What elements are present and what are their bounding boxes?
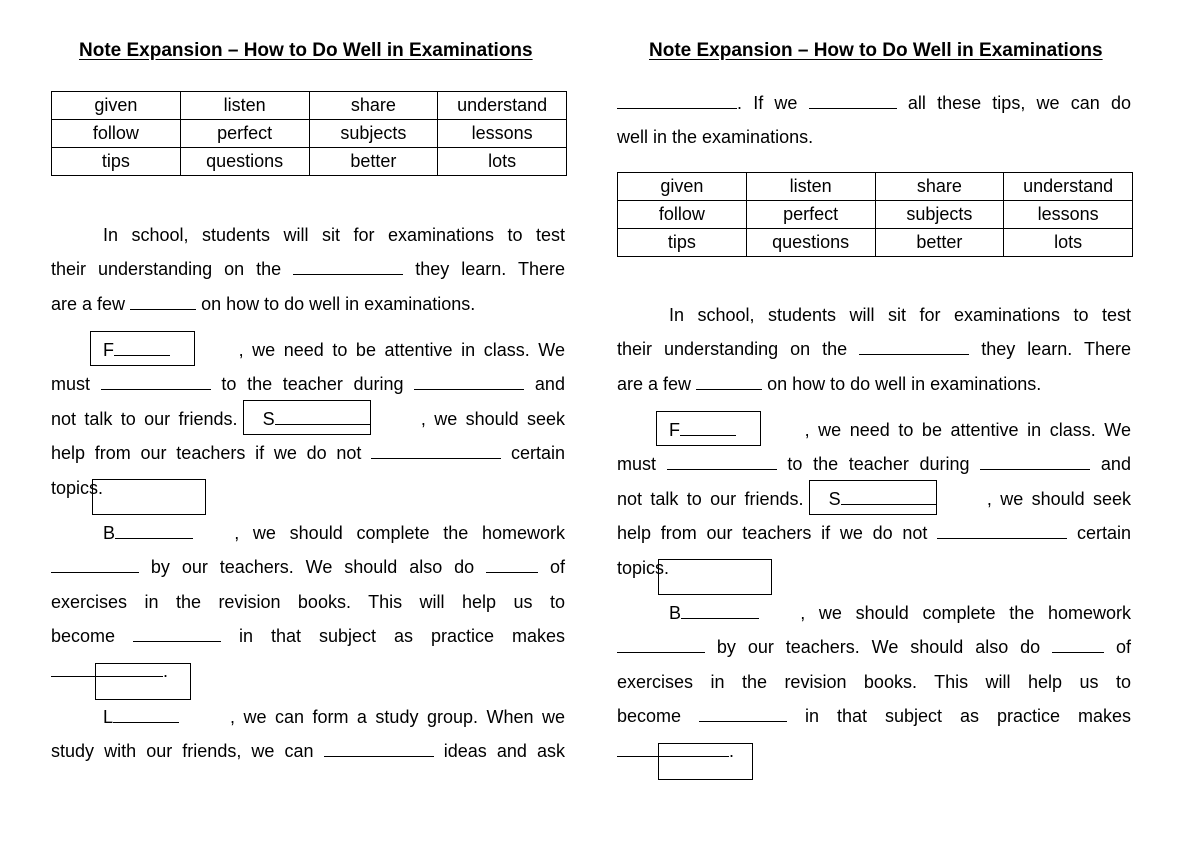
text: topics. (51, 477, 104, 498)
word-cell: lessons (1004, 201, 1133, 229)
answer-blank[interactable] (1052, 634, 1104, 654)
word-cell: lessons (438, 120, 567, 148)
text: , we need to be attentive in class. We (238, 340, 565, 360)
text: not talk to our friends. (51, 408, 238, 429)
connector-blank-l[interactable]: L (103, 700, 179, 734)
answer-blank[interactable] (696, 370, 762, 390)
word-cell: tips (52, 148, 181, 176)
text: help from our teachers if we do not (617, 523, 928, 544)
text: their understanding on the (51, 259, 282, 280)
connector-blank-b[interactable]: B (103, 516, 193, 550)
table-row (52, 120, 567, 148)
word-cell: subjects (309, 120, 438, 148)
text: . (163, 660, 169, 681)
paragraph-continued-right (617, 86, 1131, 155)
table-row (52, 92, 567, 120)
answer-blank[interactable] (293, 256, 403, 276)
connector-box (243, 400, 371, 435)
connector-box (658, 559, 772, 595)
word-cell: share (309, 92, 438, 120)
answer-blank[interactable] (937, 519, 1067, 539)
text: , we should complete the homework (800, 603, 1131, 623)
word-cell: perfect (746, 201, 875, 229)
answer-box (95, 660, 191, 700)
text: are a few (51, 293, 126, 314)
page-title-right: Note Expansion – How to Do Well in Examinations (649, 40, 1103, 61)
connector-blank-f[interactable]: F (103, 333, 170, 367)
word-cell: follow (52, 120, 181, 148)
table-row (52, 148, 567, 176)
word-cell: better (309, 148, 438, 176)
answer-blank[interactable] (324, 738, 434, 758)
text: are a few (617, 373, 692, 394)
text: by our teachers. We should also do (716, 637, 1041, 658)
text: , we should complete the homework (234, 523, 565, 543)
text: certain (1076, 523, 1131, 544)
text: all these tips, we can do (907, 93, 1131, 113)
text: In school, students will sit for examinations to test (103, 225, 565, 245)
text: . If we (737, 93, 798, 113)
answer-blank[interactable] (371, 439, 501, 459)
text: must (51, 374, 91, 395)
word-cell: given (52, 92, 181, 120)
text: become (51, 626, 116, 647)
table-row (618, 201, 1133, 229)
answer-blank[interactable] (414, 371, 524, 391)
word-cell: tips (618, 229, 747, 257)
word-cell: lots (1004, 229, 1133, 257)
text: by our teachers. We should also do (150, 557, 475, 578)
text: well in the examinations. (617, 127, 814, 148)
word-cell: questions (746, 229, 875, 257)
text: to the teacher during (221, 374, 404, 395)
word-bank-table-right (617, 172, 1133, 257)
table-row (618, 229, 1133, 257)
word-cell: subjects (875, 201, 1004, 229)
text: in that subject as practice makes (239, 626, 565, 647)
page-title-left: Note Expansion – How to Do Well in Examinations (79, 40, 533, 61)
text: In school, students will sit for examinations to test (669, 305, 1131, 325)
connector-blank-b[interactable]: B (669, 596, 759, 630)
paragraph-intro-left (51, 218, 565, 321)
answer-blank[interactable] (130, 290, 196, 310)
text: they learn. There (981, 339, 1131, 360)
answer-blank[interactable] (859, 336, 969, 356)
word-cell: questions (180, 148, 309, 176)
text: ideas and ask (443, 741, 565, 762)
word-cell: listen (180, 92, 309, 120)
table-row (618, 173, 1133, 201)
text: not talk to our friends. (617, 488, 804, 509)
text: to the teacher during (787, 454, 970, 475)
text: , we should seek (420, 408, 566, 429)
answer-blank[interactable] (699, 702, 787, 722)
text: they learn. There (415, 259, 565, 280)
text: exercises in the revision books. This will help us to (617, 671, 1131, 692)
text: and (534, 374, 565, 395)
text: help from our teachers if we do not (51, 443, 362, 464)
word-cell: understand (438, 92, 567, 120)
word-cell: share (875, 173, 1004, 201)
word-cell: lots (438, 148, 567, 176)
paragraph-lastly-left (51, 700, 565, 769)
connector-blank-s[interactable]: S (263, 402, 371, 436)
answer-box (658, 740, 753, 780)
connector-box (90, 331, 195, 366)
connector-box (809, 480, 937, 515)
word-cell: understand (1004, 173, 1133, 201)
text: topics. (617, 557, 670, 578)
text: , we need to be attentive in class. We (804, 420, 1131, 440)
word-cell: follow (618, 201, 747, 229)
answer-blank[interactable] (809, 89, 897, 109)
answer-blank[interactable] (617, 634, 705, 654)
answer-blank[interactable] (486, 554, 538, 574)
text: become (617, 706, 682, 727)
text: study with our friends, we can (51, 741, 314, 762)
text: . (729, 740, 735, 761)
text: their understanding on the (617, 339, 848, 360)
text: , we should seek (986, 488, 1132, 509)
answer-blank[interactable] (51, 554, 139, 574)
word-cell: better (875, 229, 1004, 257)
connector-blank-f[interactable]: F (669, 413, 736, 447)
answer-blank[interactable] (980, 451, 1090, 471)
answer-blank[interactable] (101, 371, 211, 391)
answer-blank[interactable] (617, 89, 737, 109)
word-cell: perfect (180, 120, 309, 148)
word-cell: listen (746, 173, 875, 201)
text: on how to do well in examinations. (767, 373, 1042, 394)
text: must (617, 454, 657, 475)
connector-box (656, 411, 761, 446)
answer-blank[interactable] (133, 622, 221, 642)
text: and (1100, 454, 1131, 475)
text: in that subject as practice makes (805, 706, 1131, 727)
text: of (549, 557, 565, 578)
word-cell: given (618, 173, 747, 201)
text: on how to do well in examinations. (201, 293, 476, 314)
text: , we can form a study group. When we (229, 707, 565, 727)
paragraph-intro-right (617, 298, 1131, 401)
connector-box (92, 479, 206, 515)
text: certain (510, 443, 565, 464)
word-bank-table-left (51, 91, 567, 176)
text: of (1115, 637, 1131, 658)
answer-blank[interactable] (667, 451, 777, 471)
text: exercises in the revision books. This will help us to (51, 591, 565, 612)
connector-blank-s[interactable]: S (829, 482, 937, 516)
